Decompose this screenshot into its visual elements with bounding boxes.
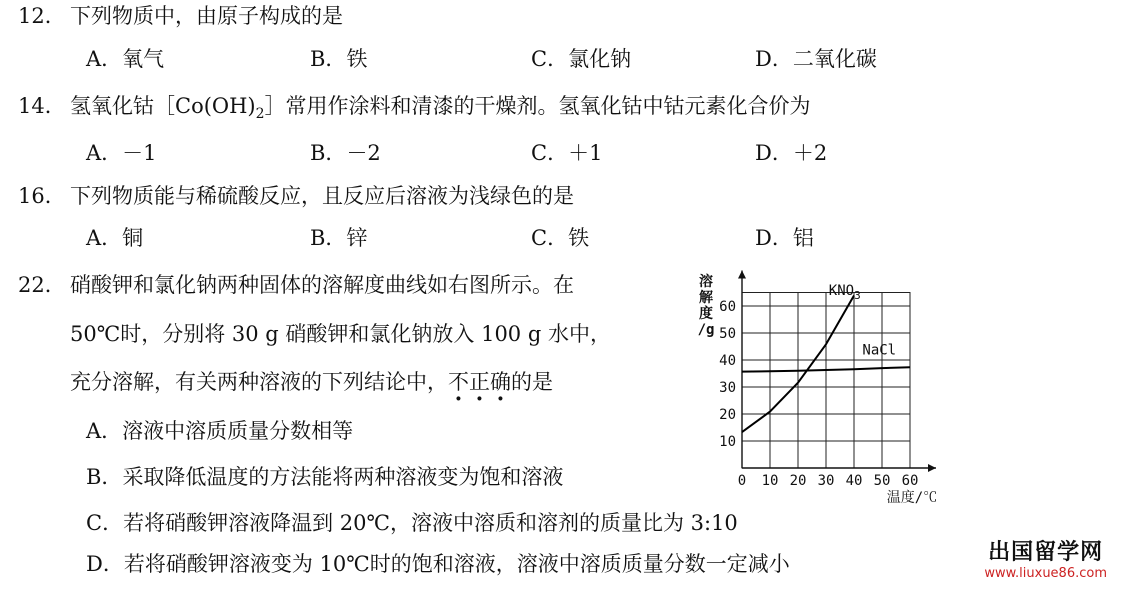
y-axis-label: 度 <box>699 306 713 322</box>
option-c: C．铁 <box>531 226 590 250</box>
question-12-stem <box>18 3 343 29</box>
option-d: D．二氧化碳 <box>755 47 877 71</box>
question-16-stem: 16． 下列物质能与稀硫酸反应，且反应后溶液为浅绿色的是 <box>18 184 574 208</box>
option-d: D．若将硝酸钾溶液变为 10℃时的饱和溶液，溶液中溶质质量分数一定减小 <box>86 552 790 576</box>
question-22-stem-line3: 充分溶解，有关两种溶液的下列结论中，不正确的是 <box>70 370 553 394</box>
question-text: 下列物质中，由原子构成的是 <box>70 4 343 28</box>
watermark-title: 出国留学网 <box>988 540 1104 565</box>
y-tick-label: 60 <box>719 299 736 315</box>
emphasis-dots: 不正确 <box>448 370 511 394</box>
y-tick-label: 40 <box>719 353 736 369</box>
option-b: B．采取降低温度的方法能将两种溶液变为饱和溶液 <box>86 465 564 489</box>
option-c: C．氯化钠 <box>531 47 632 71</box>
question-number: 12． <box>18 4 66 28</box>
option-a: A．－1 <box>86 141 157 165</box>
y-axis-label: 溶 <box>699 274 713 290</box>
question-22-stem-line2: 50℃时，分别将 30 g 硝酸钾和氯化钠放入 100 g 水中， <box>70 322 611 346</box>
y-tick-label: 10 <box>719 434 736 450</box>
solubility-chart <box>686 268 946 508</box>
option-b: B．锌 <box>310 226 368 250</box>
x-tick-label: 30 <box>817 473 835 489</box>
y-axis-arrow <box>738 271 746 279</box>
option-c: C．＋1 <box>531 141 603 165</box>
option-a: A．溶液中溶质质量分数相等 <box>86 419 354 443</box>
option-a: A．铜 <box>86 226 144 250</box>
option-d: D．＋2 <box>755 141 828 165</box>
option-c: C．若将硝酸钾溶液降温到 20℃，溶液中溶质和溶剂的质量比为 3:10 <box>86 511 738 535</box>
x-tick-label: 10 <box>761 473 779 489</box>
y-tick-label: 30 <box>719 380 736 396</box>
x-tick-label: 0 <box>737 473 747 489</box>
question-number: 14． <box>18 94 66 118</box>
series-label-kno3: $KNO_3$ <box>828 283 861 303</box>
x-tick-label: 60 <box>901 473 919 489</box>
x-axis-arrow <box>928 464 936 472</box>
option-b: B．铁 <box>310 47 368 71</box>
y-axis-label: 解 <box>699 290 713 306</box>
option-d: D．铝 <box>755 226 814 250</box>
x-axis-label: 温度/℃ <box>886 490 938 506</box>
option-b: B．－2 <box>310 141 381 165</box>
question-number: 22． <box>18 273 66 297</box>
series-label-nacl: NaCl <box>862 342 897 359</box>
watermark-url: www.liuxue86.com <box>984 566 1107 581</box>
watermark-logo <box>984 535 1107 581</box>
option-a: A．氧气 <box>86 47 165 71</box>
question-14-stem: 14． 氢氧化钴$[Co(OH)_2]$常用作涂料和清漆的干燥剂。氢氧化钴中钴元素化合价为 <box>18 94 811 123</box>
question-number: 16． <box>18 184 66 208</box>
question-22-stem-line1: 22． 硝酸钾和氯化钠两种固体的溶解度曲线如右图所示。在 <box>18 273 574 297</box>
x-tick-label: 40 <box>845 473 863 489</box>
x-tick-label: 50 <box>873 473 891 489</box>
y-tick-label: 50 <box>719 326 736 342</box>
y-axis-label: /g <box>697 322 715 338</box>
x-tick-label: 20 <box>789 473 807 489</box>
y-tick-label: 20 <box>719 407 736 423</box>
